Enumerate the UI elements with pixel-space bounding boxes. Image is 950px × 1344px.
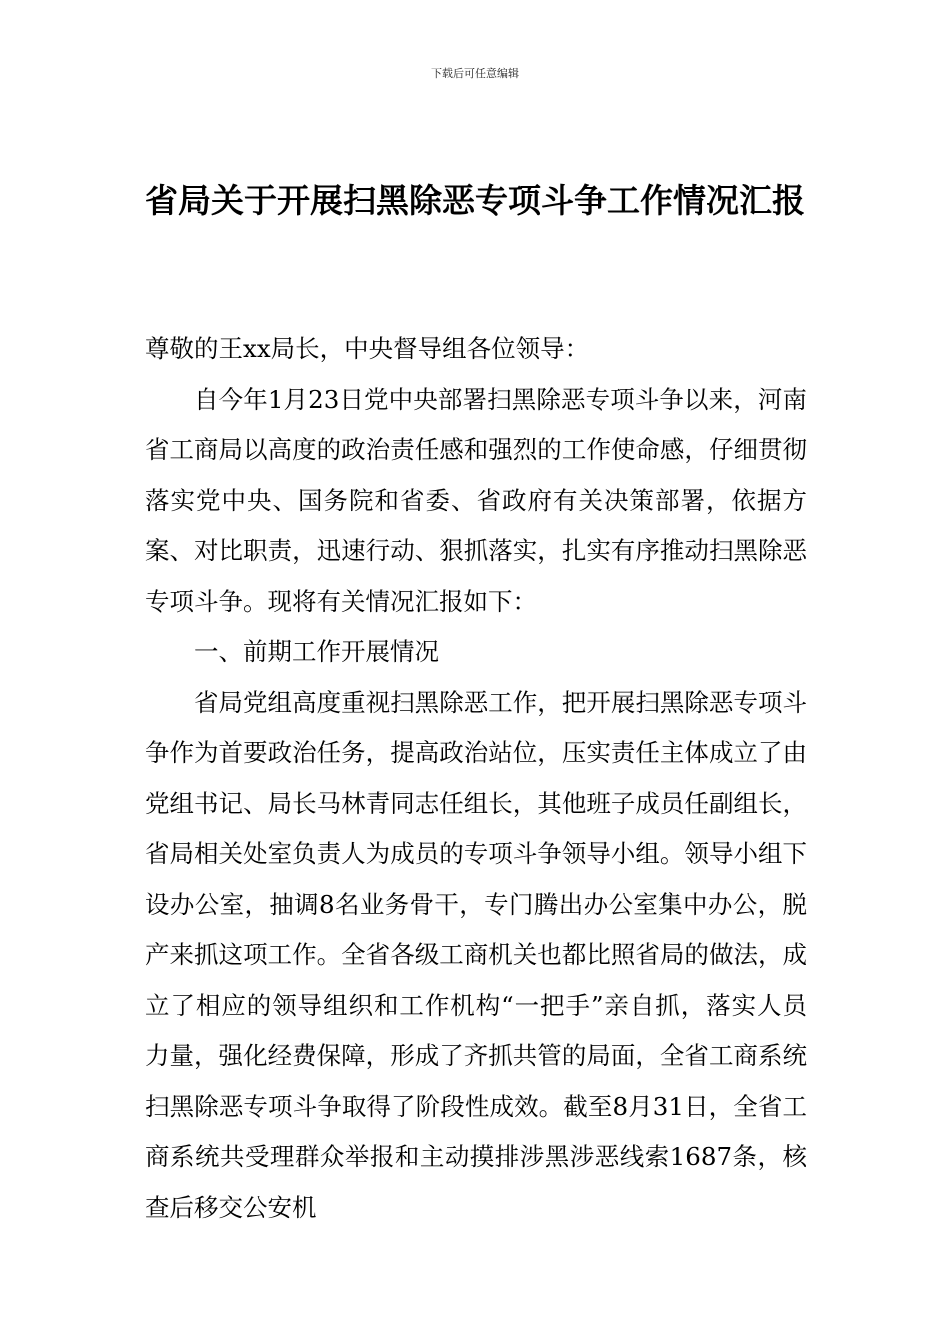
paragraph-section-1: 省局党组高度重视扫黑除恶工作，把开展扫黑除恶专项斗争作为首要政治任务，提高政治站位，压实责任主体成立了由党组书记、局长马林青同志任组长，其他班子成员任副组长，省局相关处室负责人为成员的专项斗争领导小组。领导小组下设办公室，抽调8名业务骨干，专门腾出办公室集中办公，脱产来抓这项工作。全省各级工商机关也都比照省局的做法，成立了相应的领导组织和工作机构“一把手”亲自抓，落实人员力量，强化经费保障，形成了齐抓共管的局面，全省工商系统扫黑除恶专项斗争取得了阶段性成效。截至8月31日，全省工商系统共受理群众举报和主动摸排涉黑涉恶线索1687条，核查后移交公安机 — [145, 687, 807, 1222]
salutation: 尊敬的王xx局长，中央督导组各位领导： — [145, 334, 590, 363]
section-heading-1: 一、前期工作开展情况 — [194, 637, 439, 666]
header-note: 下载后可任意编辑 — [431, 67, 519, 80]
document-body — [145, 324, 807, 1233]
document-title: 省局关于开展扫黑除恶专项斗争工作情况汇报 — [145, 181, 805, 220]
paragraph-intro: 自今年1月23日党中央部署扫黑除恶专项斗争以来，河南省工商局以高度的政治责任感和强烈的工作使命感，仔细贯彻落实党中央、国务院和省委、省政府有关决策部署，依据方案、对比职责，迅速行动、狠抓落实，扎实有序推动扫黑除恶专项斗争。现将有关情况汇报如下： — [145, 384, 807, 616]
